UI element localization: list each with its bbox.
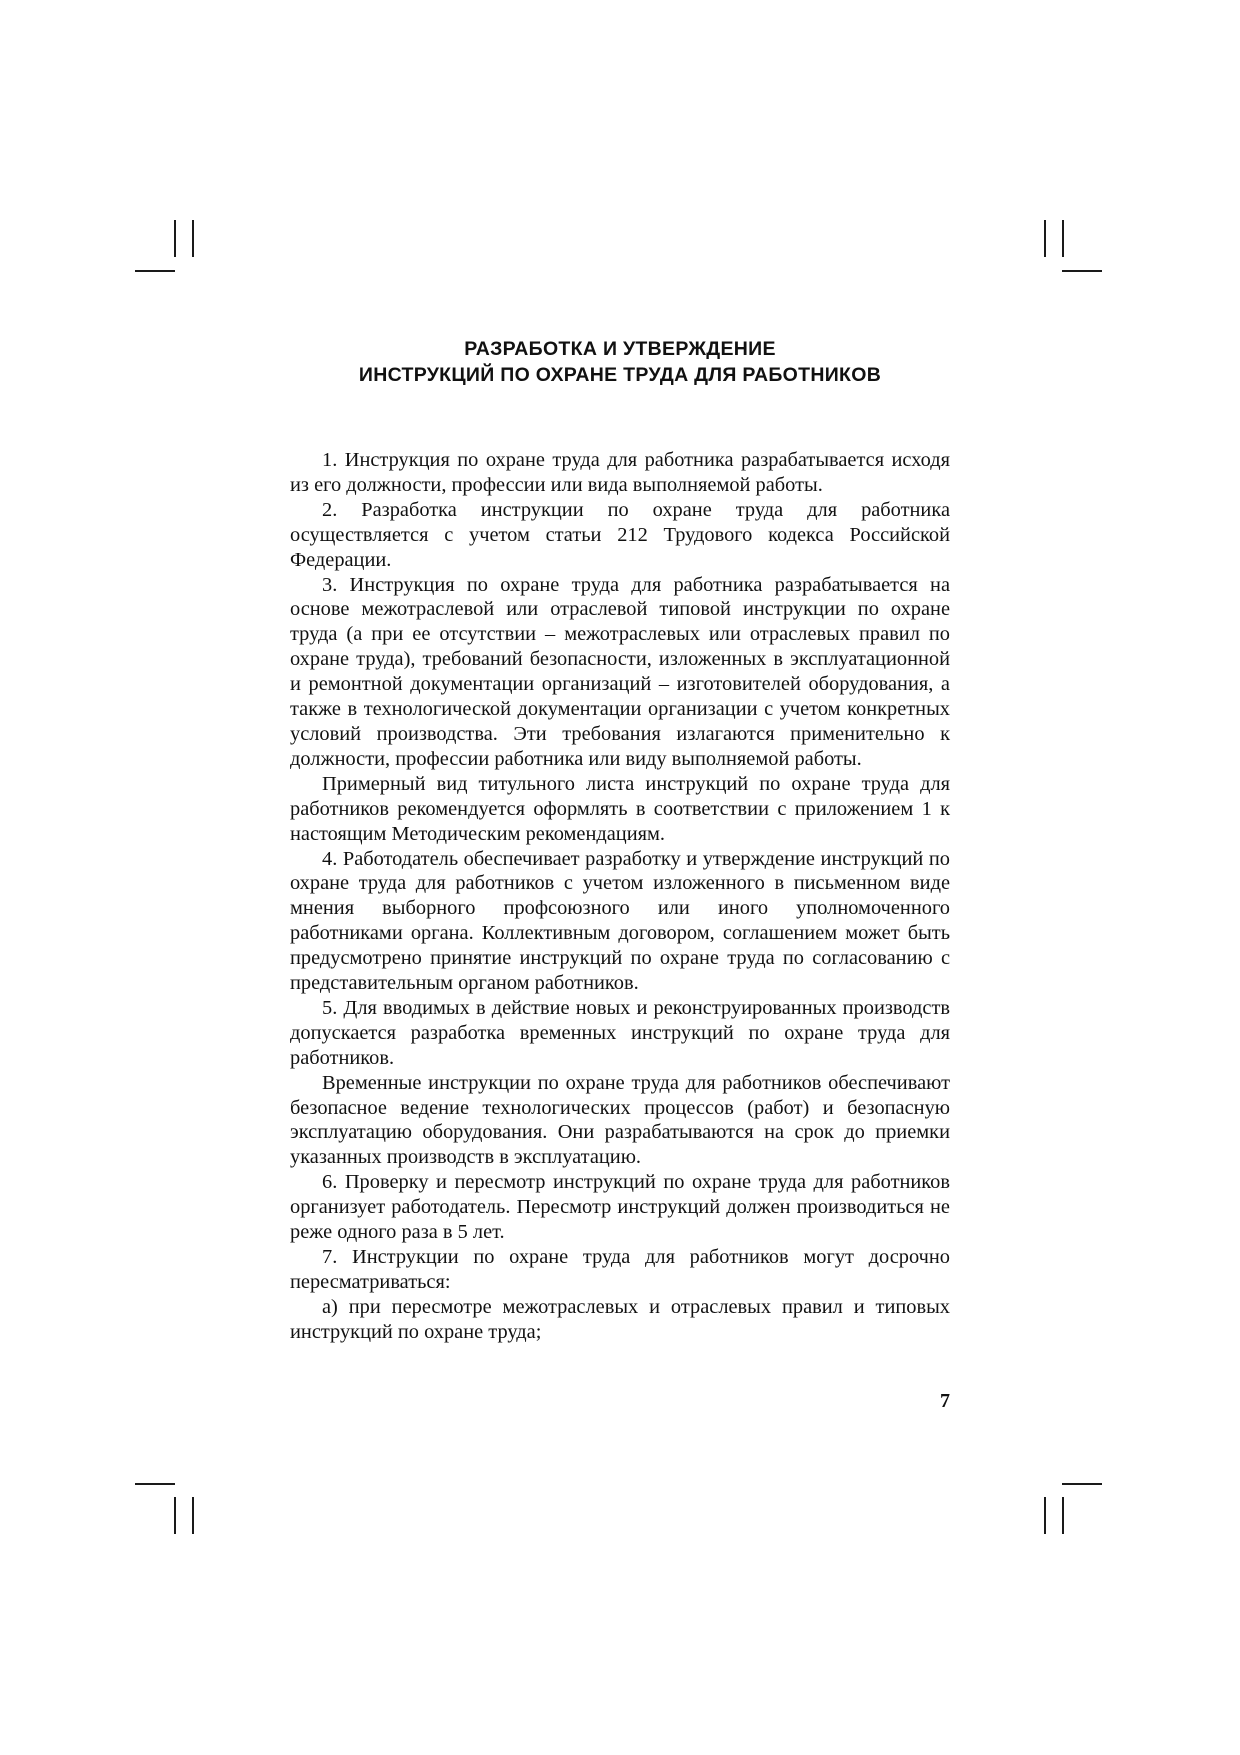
crop-mark-bottom-left-vertical-inner [192, 1497, 194, 1534]
crop-mark-bottom-right-horizontal [1062, 1483, 1102, 1485]
title-line-1: РАЗРАБОТКА И УТВЕРЖДЕНИЕ [464, 338, 776, 360]
crop-mark-bottom-left-horizontal [135, 1483, 175, 1485]
paragraph-title-sheet-note: Примерный вид титульного листа инструкций по охране труда для работников рекомендуется оформлять в соответствии с приложением 1 к настоящим Методическим рекомендациям. [290, 772, 950, 845]
page-title [250, 336, 990, 388]
crop-mark-top-right-vertical-inner [1044, 220, 1046, 257]
crop-mark-top-left-horizontal [135, 270, 175, 272]
crop-mark-top-right-horizontal [1062, 270, 1102, 272]
paragraph-6: 6. Проверку и пересмотр инструкций по охране труда для работников организует работодатель. Пересмотр инструкций должен производиться не реже одного раза в 5 лет. [290, 1171, 950, 1244]
paragraph-2: 2. Разработка инструкции по охране труда для работника осуществляется с учетом статьи 212 Трудового кодекса Российской Федерации. [290, 498, 950, 571]
paragraph-7a: а) при пересмотре межотраслевых и отраслевых правил и типовых инструкций по охране труда; [290, 1295, 950, 1343]
paragraph-3: 3. Инструкция по охране труда для работника разрабатывается на основе межотраслевой или отраслевой типовой инструкции по охране труда (а при ее отсутствии – межотраслевых или отраслевых правил по охране труда), требований безопасности, изложенных в эксплуатационной и ремонтной документации организаций – изготовителей оборудования, а также в технологической документации организации с учетом конкретных условий производства. Эти требования излагаются применительно к должности, профессии работника или виду выполняемой работы. [290, 573, 950, 770]
crop-mark-bottom-left-vertical-outer [174, 1497, 176, 1534]
paragraph-4: 4. Работодатель обеспечивает разработку и утверждение инструкций по охране труда для работников с учетом изложенного в письменном виде мнения выборного профсоюзного или иного уполномоченного работниками органа. Коллективным договором, соглашением может быть предусмотрено принятие инструкций по охране труда по согласованию с представительным органом работников. [290, 847, 950, 995]
paragraph-temporary-instructions: Временные инструкции по охране труда для работников обеспечивают безопасное ведение технологических процессов (работ) и безопасную эксплуатацию оборудования. Они разрабатываются на срок до приемки указанных производств в эксплуатацию. [290, 1071, 950, 1169]
crop-mark-bottom-right-vertical-inner [1044, 1497, 1046, 1534]
title-line-2: ИНСТРУКЦИЙ ПО ОХРАНЕ ТРУДА ДЛЯ РАБОТНИКОВ [358, 364, 882, 386]
paragraph-7: 7. Инструкции по охране труда для работников могут досрочно пересматриваться: [290, 1246, 950, 1293]
page-number: 7 [940, 1390, 950, 1412]
paragraph-1: 1. Инструкция по охране труда для работника разрабатывается исходя из его должности, профессии или вида выполняемой работы. [290, 449, 950, 496]
paragraph-5: 5. Для вводимых в действие новых и реконструированных производств допускается разработка временных инструкций по охране труда для работников. [290, 996, 950, 1069]
document-body [290, 448, 950, 1345]
crop-mark-top-left-vertical-outer [174, 220, 176, 257]
crop-mark-top-left-vertical-inner [192, 220, 194, 257]
crop-mark-top-right-vertical-outer [1062, 220, 1064, 257]
crop-mark-bottom-right-vertical-outer [1062, 1497, 1064, 1534]
